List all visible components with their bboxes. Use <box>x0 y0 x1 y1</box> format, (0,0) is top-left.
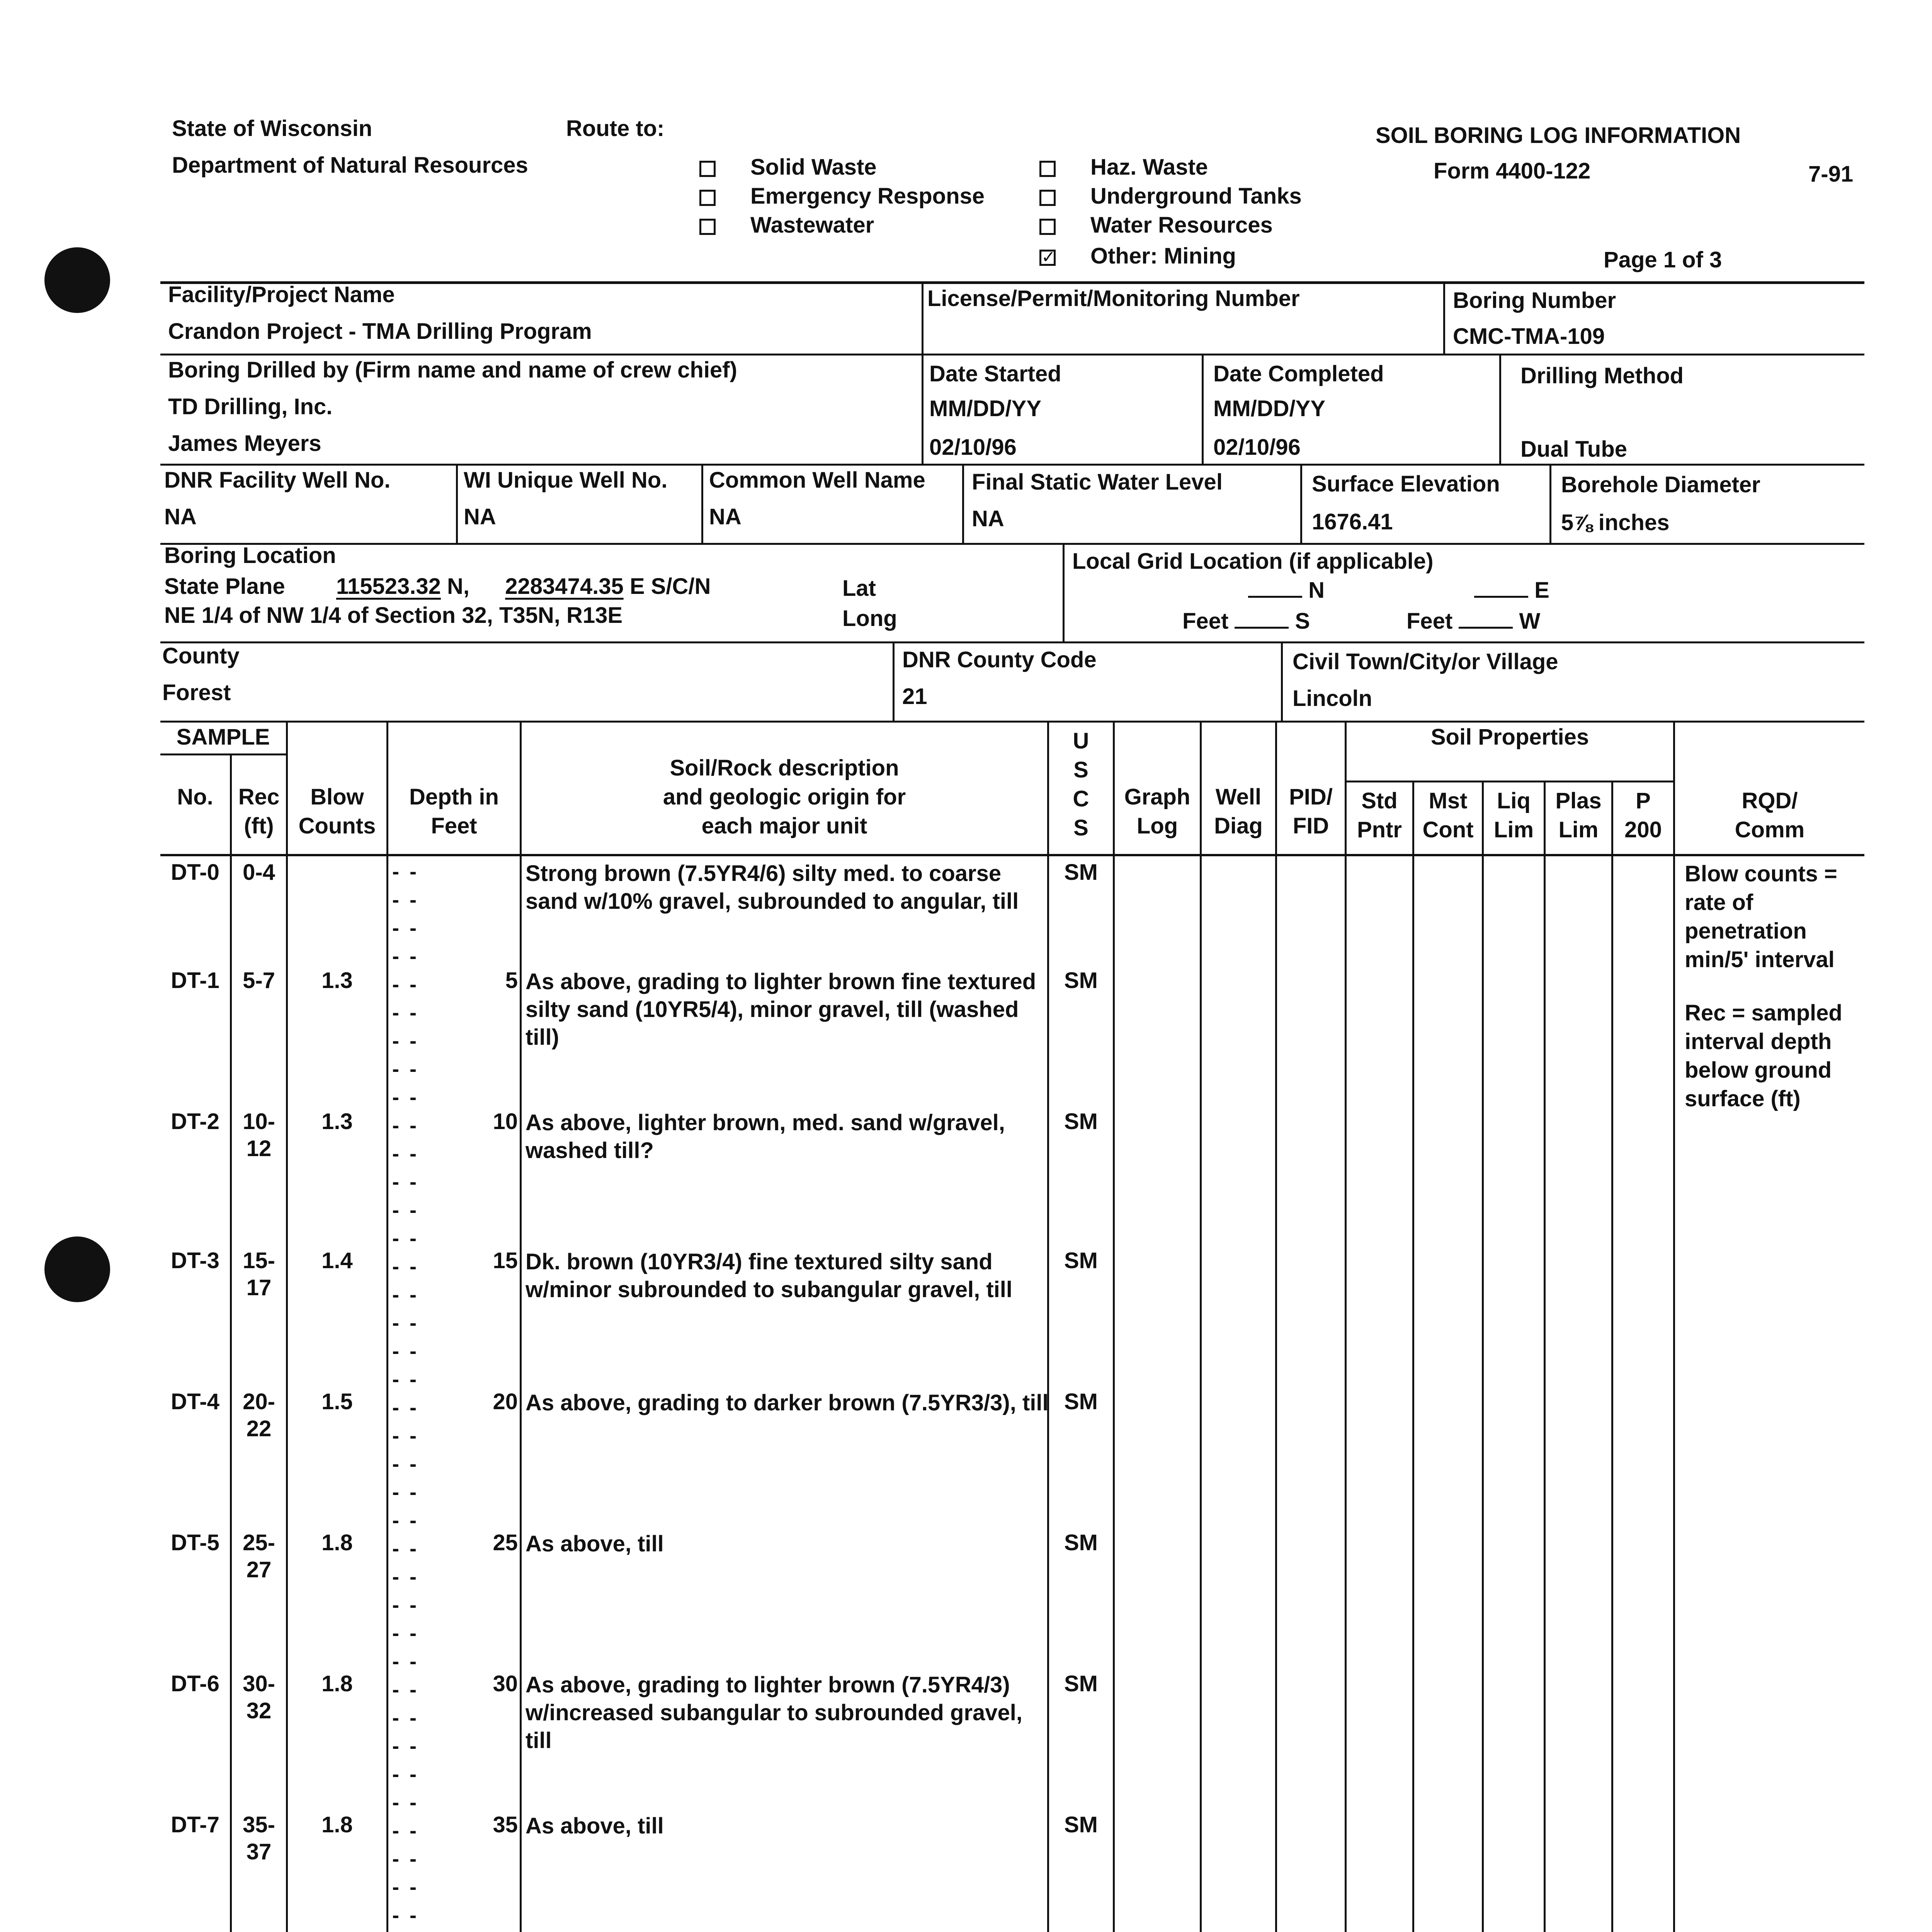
col-line <box>1113 721 1115 1932</box>
date-completed-label: Date Completed <box>1213 361 1384 386</box>
dnr-county-code-label: DNR County Code <box>902 647 1097 672</box>
facility-project-label: Facility/Project Name <box>168 282 395 307</box>
sample-rec: 0-4 <box>243 860 275 885</box>
sample-rec: 30- <box>243 1671 275 1696</box>
boring-number-label: Boring Number <box>1453 288 1616 313</box>
divider <box>701 464 703 543</box>
crew-chief: James Meyers <box>168 431 321 456</box>
route-haz-waste[interactable]: Haz. Waste <box>1039 155 1208 180</box>
depth-tick: - - <box>392 1340 419 1363</box>
sample-rec-end: 32 <box>246 1698 272 1723</box>
soil-props-header-rule <box>1345 781 1675 782</box>
rule <box>160 281 1864 284</box>
col-line <box>520 721 522 1932</box>
date-completed-value: 02/10/96 <box>1213 435 1301 460</box>
route-wastewater[interactable]: Wastewater <box>699 213 874 238</box>
sample-rec: 5-7 <box>243 968 275 993</box>
haz-waste-checkbox[interactable] <box>1039 161 1056 177</box>
sample-blow-count: 1.8 <box>321 1671 353 1696</box>
wi-unique-well-label: WI Unique Well No. <box>464 468 668 493</box>
sample-number: DT-2 <box>171 1109 219 1134</box>
lat-label: Lat <box>842 576 876 601</box>
graph-log-header: Graph Log <box>1124 784 1190 838</box>
binder-hole-middle <box>44 1236 110 1302</box>
section-description: NE 1/4 of NW 1/4 of Section 32, T35N, R13E <box>164 603 623 628</box>
depth-tick: - - <box>392 1763 419 1786</box>
no-header: No. <box>177 784 213 810</box>
depth-tick: - - <box>392 1735 419 1758</box>
divider <box>1300 464 1302 543</box>
sample-blow-count: 1.5 <box>321 1389 353 1414</box>
depth-tick: - - <box>392 1537 419 1560</box>
depth-tick: - - <box>392 917 419 940</box>
sample-uscs: SM <box>1064 1389 1098 1414</box>
sample-blow-count: 1.4 <box>321 1248 353 1273</box>
drilling-method-label: Drilling Method <box>1520 363 1684 388</box>
divider <box>1549 464 1551 543</box>
local-grid-n-row: N <box>1248 578 1325 604</box>
license-label: License/Permit/Monitoring Number <box>927 286 1300 311</box>
date-started-label: Date Started <box>929 361 1061 386</box>
col-line <box>1673 721 1675 1932</box>
state-plane-east: 2283474.35 <box>505 574 624 599</box>
civil-town-label: Civil Town/City/or Village <box>1293 649 1558 674</box>
blow-counts-header: Blow Counts <box>298 784 376 838</box>
common-well-name-value: NA <box>709 504 742 529</box>
date-started-value: 02/10/96 <box>929 435 1017 460</box>
boring-number-value: CMC-TMA-109 <box>1453 324 1605 349</box>
sample-depth: 20 <box>493 1389 518 1414</box>
blow-counts-comment: Blow counts = rate of penetration min/5' interval <box>1685 861 1837 972</box>
sample-rec-end: 27 <box>246 1557 272 1582</box>
wi-unique-well-value: NA <box>464 504 496 529</box>
depth-tick: - - <box>392 1058 419 1081</box>
solid-waste-checkbox[interactable] <box>699 161 716 177</box>
sample-blow-count: 1.8 <box>321 1812 353 1837</box>
sample-number: DT-3 <box>171 1248 219 1273</box>
drilling-method-value: Dual Tube <box>1520 437 1628 462</box>
depth-tick: - - <box>392 1876 419 1899</box>
rule <box>160 543 1864 545</box>
col-line <box>1275 721 1277 1932</box>
common-well-name-label: Common Well Name <box>709 468 925 493</box>
sample-description: As above, grading to darker brown (7.5YR3/3), till <box>526 1390 1049 1415</box>
state-plane-line: State Plane 115523.32 N, 2283474.35 E S/C/N <box>164 574 711 599</box>
depth-tick: - - <box>392 1904 419 1927</box>
depth-tick: - - <box>392 1255 419 1278</box>
local-grid-s-row: Feet S <box>1182 609 1310 634</box>
facility-project-value: Crandon Project - TMA Drilling Program <box>168 319 592 344</box>
rule <box>160 641 1864 643</box>
borehole-diameter-label: Borehole Diameter <box>1561 472 1760 497</box>
sample-rec: 35- <box>243 1812 275 1837</box>
water-resources-checkbox[interactable] <box>1039 219 1056 235</box>
depth-tick: - - <box>392 1819 419 1842</box>
other-mining-checkbox[interactable]: ✓ <box>1039 250 1056 266</box>
drilling-firm: TD Drilling, Inc. <box>168 394 333 419</box>
sample-uscs: SM <box>1064 968 1098 993</box>
civil-town-value: Lincoln <box>1293 686 1372 711</box>
depth-tick: - - <box>392 1311 419 1335</box>
col-line <box>386 721 388 1932</box>
divider <box>922 281 923 466</box>
surface-elevation-label: Surface Elevation <box>1312 471 1500 497</box>
sample-uscs: SM <box>1064 1671 1098 1696</box>
rec-comment: Rec = sampled interval depth below ground surface (ft) <box>1685 1000 1842 1111</box>
sample-rec-end: 22 <box>246 1416 272 1441</box>
description-header: Soil/Rock description and geologic origin for each major unit <box>663 755 906 838</box>
boring-location-label: Boring Location <box>164 543 336 568</box>
sample-uscs: SM <box>1064 1812 1098 1837</box>
col-line <box>1200 721 1202 1932</box>
surface-elevation-value: 1676.41 <box>1312 509 1393 534</box>
sample-blow-count: 1.3 <box>321 968 353 993</box>
sample-number: DT-6 <box>171 1671 219 1696</box>
sample-description: As above, grading to lighter brown fine textured silty sand (10YR5/4), minor gravel, till (washed till) <box>526 969 1036 1050</box>
depth-tick: - - <box>392 1509 419 1532</box>
sample-rec: 20- <box>243 1389 275 1414</box>
depth-tick: - - <box>392 1847 419 1871</box>
county-value: Forest <box>162 680 231 705</box>
static-water-level-value: NA <box>972 506 1004 531</box>
depth-tick: - - <box>392 1622 419 1645</box>
col-line <box>230 755 232 1932</box>
dnr-county-code-value: 21 <box>902 684 927 709</box>
depth-tick: - - <box>392 1706 419 1730</box>
drilled-by-label: Boring Drilled by (Firm name and name of crew chief) <box>168 357 737 383</box>
form-number: Form 4400-122 <box>1434 158 1591 184</box>
pid-fid-header: PID/ FID <box>1289 784 1333 838</box>
county-label: County <box>162 643 240 668</box>
sample-number: DT-4 <box>171 1389 219 1414</box>
sample-depth: 30 <box>493 1671 518 1696</box>
depth-tick: - - <box>392 1678 419 1701</box>
depth-tick: - - <box>392 1170 419 1194</box>
route-other-mining[interactable]: ✓ Other: Mining <box>1039 243 1236 269</box>
date-started-format: MM/DD/YY <box>929 396 1041 421</box>
form-revision: 7-91 <box>1808 162 1854 187</box>
department-name: Department of Natural Resources <box>172 153 528 178</box>
sample-number: DT-1 <box>171 968 219 993</box>
sample-header: SAMPLE <box>176 724 270 750</box>
state-plane-north: 115523.32 <box>336 574 441 599</box>
sample-header-rule <box>160 753 288 755</box>
divider <box>893 641 895 721</box>
sample-description: As above, till <box>526 1531 664 1556</box>
well-diag-header: Well Diag <box>1214 784 1263 838</box>
divider <box>962 464 964 543</box>
sample-uscs: SM <box>1064 1109 1098 1134</box>
sample-rec-end: 12 <box>246 1136 272 1161</box>
binder-hole-top <box>44 247 110 313</box>
depth-header: Depth in Feet <box>409 784 499 838</box>
depth-tick: - - <box>392 1396 419 1419</box>
depth-tick: - - <box>392 1594 419 1617</box>
local-grid-w-row: Feet W <box>1406 609 1541 634</box>
plas-lim-header: Plas Lim <box>1555 788 1602 842</box>
rule <box>160 464 1864 466</box>
soil-properties-header: Soil Properties <box>1430 724 1589 750</box>
sample-description: As above, lighter brown, med. sand w/gravel, washed till? <box>526 1110 1005 1163</box>
emergency-response-checkbox[interactable] <box>699 190 716 206</box>
sample-uscs: SM <box>1064 860 1098 885</box>
sample-depth: 5 <box>505 968 518 993</box>
col-line <box>286 721 288 1932</box>
col-line <box>1544 782 1546 1932</box>
depth-tick: - - <box>392 1086 419 1109</box>
depth-tick: - - <box>392 1142 419 1165</box>
long-label: Long <box>842 606 897 631</box>
route-to-label: Route to: <box>566 116 665 141</box>
page-indicator: Page 1 of 3 <box>1604 247 1722 272</box>
depth-tick: - - <box>392 1452 419 1476</box>
sample-blow-count: 1.3 <box>321 1109 353 1134</box>
depth-tick: - - <box>392 1114 419 1137</box>
depth-tick: - - <box>392 1029 419 1053</box>
rqd-comm-header: RQD/ Comm <box>1735 788 1805 842</box>
wastewater-checkbox[interactable] <box>699 219 716 235</box>
sample-depth: 15 <box>493 1248 518 1273</box>
form-title: SOIL BORING LOG INFORMATION <box>1376 123 1741 148</box>
col-line <box>1412 782 1414 1932</box>
route-emergency-response[interactable]: Emergency Response <box>699 184 985 209</box>
sample-uscs: SM <box>1064 1248 1098 1273</box>
sample-rec: 10- <box>243 1109 275 1134</box>
depth-tick: - - <box>392 1283 419 1306</box>
sample-description: As above, till <box>526 1813 664 1838</box>
date-completed-format: MM/DD/YY <box>1213 396 1325 421</box>
depth-tick: - - <box>392 1368 419 1391</box>
local-grid-e-row: E <box>1474 578 1549 604</box>
state-name: State of Wisconsin <box>172 116 372 141</box>
depth-tick: - - <box>392 1227 419 1250</box>
sample-number: DT-7 <box>171 1812 219 1837</box>
depth-tick: - - <box>392 1199 419 1222</box>
sample-description: Dk. brown (10YR3/4) fine textured silty sand w/minor subrounded to subangular gravel, till <box>526 1249 1012 1302</box>
depth-tick: - - <box>392 1565 419 1588</box>
sample-rec-end: 37 <box>246 1839 272 1864</box>
col-line <box>1482 782 1484 1932</box>
sample-depth: 25 <box>493 1530 518 1555</box>
std-pntr-header: Std Pntr <box>1357 788 1402 842</box>
divider <box>1443 281 1445 354</box>
depth-tick: - - <box>392 945 419 968</box>
depth-tick: - - <box>392 1001 419 1024</box>
borehole-diameter-value: 5⅞ inches <box>1561 510 1670 535</box>
depth-tick: - - <box>392 888 419 912</box>
p200-header: P 200 <box>1624 788 1662 842</box>
divider <box>1281 641 1283 721</box>
dnr-facility-well-label: DNR Facility Well No. <box>164 468 391 493</box>
divider <box>1063 543 1065 641</box>
col-line <box>1611 782 1613 1932</box>
underground-tanks-checkbox[interactable] <box>1039 190 1056 206</box>
route-water-resources[interactable]: Water Resources <box>1039 213 1273 238</box>
mst-cont-header: Mst Cont <box>1422 788 1474 842</box>
liq-lim-header: Liq Lim <box>1493 788 1534 842</box>
sample-uscs: SM <box>1064 1530 1098 1555</box>
depth-tick: - - <box>392 973 419 996</box>
sample-number: DT-5 <box>171 1530 219 1555</box>
sample-description: Strong brown (7.5YR4/6) silty med. to coarse sand w/10% gravel, subrounded to angular, till <box>526 861 1019 914</box>
divider <box>456 464 458 543</box>
rec-header: Rec (ft) <box>238 784 280 838</box>
sample-depth: 35 <box>493 1812 518 1837</box>
rule <box>160 854 1864 856</box>
depth-tick: - - <box>392 1791 419 1814</box>
sample-rec: 25- <box>243 1530 275 1555</box>
depth-tick: - - <box>392 1481 419 1504</box>
sample-blow-count: 1.8 <box>321 1530 353 1555</box>
route-solid-waste[interactable]: Solid Waste <box>699 155 877 180</box>
sample-number: DT-0 <box>171 860 219 885</box>
sample-rec-end: 17 <box>246 1275 272 1300</box>
rule <box>160 354 1864 355</box>
route-underground-tanks[interactable]: Underground Tanks <box>1039 184 1302 209</box>
sample-depth: 10 <box>493 1109 518 1134</box>
divider <box>1499 354 1501 466</box>
depth-tick: - - <box>392 860 419 883</box>
col-line <box>1345 721 1347 1932</box>
depth-tick: - - <box>392 1650 419 1673</box>
divider <box>1202 354 1204 466</box>
depth-tick: - - <box>392 1424 419 1447</box>
uscs-header: U S C S <box>1073 728 1089 840</box>
sample-description: As above, grading to lighter brown (7.5YR4/3) w/increased subangular to subrounded gravel, till <box>526 1672 1022 1753</box>
static-water-level-label: Final Static Water Level <box>972 469 1223 495</box>
dnr-facility-well-value: NA <box>164 504 197 529</box>
sample-rec: 15- <box>243 1248 275 1273</box>
local-grid-label: Local Grid Location (if applicable) <box>1072 549 1434 574</box>
